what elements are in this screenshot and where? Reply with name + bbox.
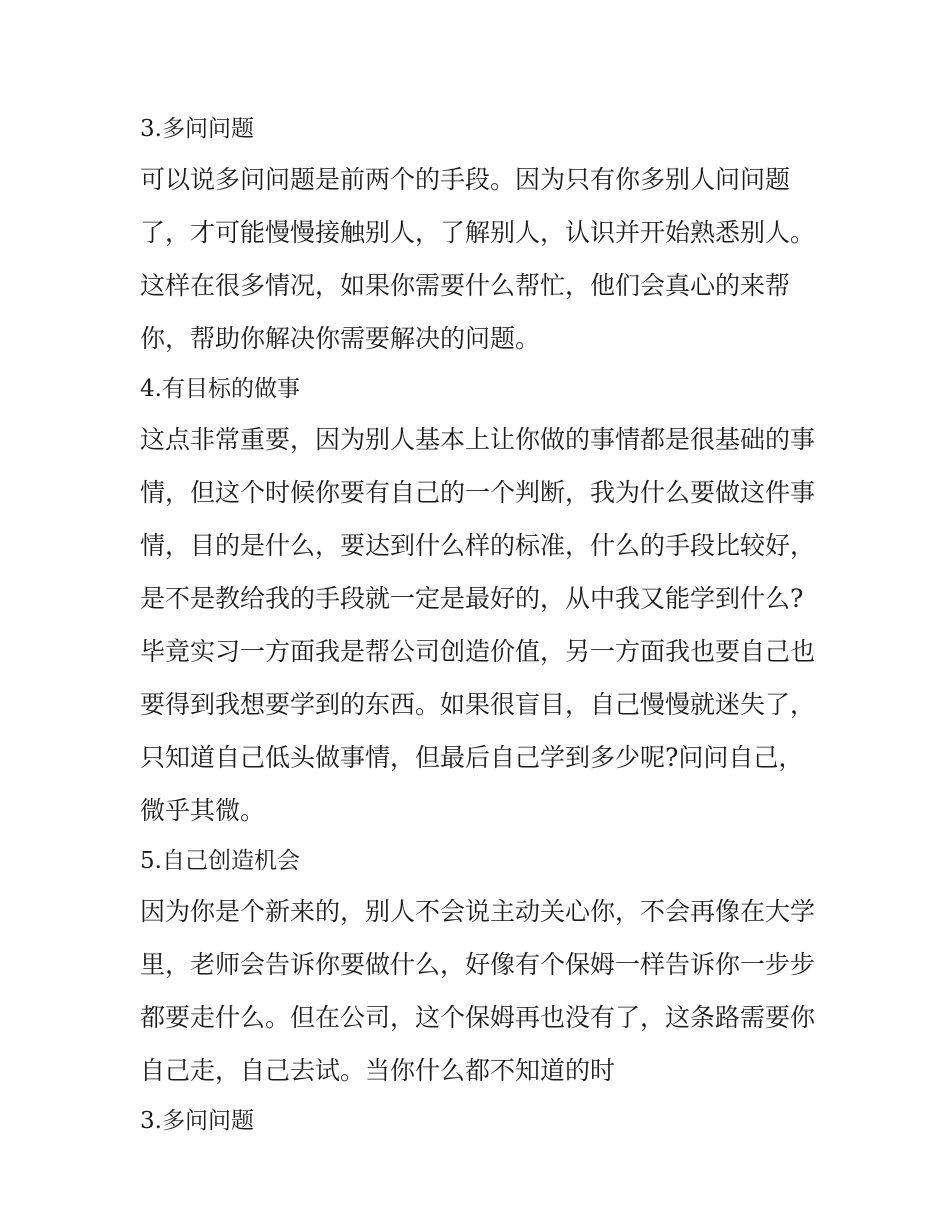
section-heading: 4.有目标的做事 xyxy=(140,376,300,402)
paragraph-line: 微乎其微。 xyxy=(140,796,266,825)
section xyxy=(140,837,820,1097)
paragraph-line: 都要走什么。但在公司，这个保姆再也没有了，这条路需要你 xyxy=(140,1003,816,1032)
section xyxy=(140,365,820,837)
paragraph-line: 这点非常重要，因为别人基本上让你做的事情都是很基础的事 xyxy=(140,425,816,454)
paragraph-line: 情，但这个时候你要有自己的一个判断，我为什么要做这件事 xyxy=(140,478,816,507)
paragraph-line: 这样在很多情况，如果你需要什么帮忙，他们会真心的来帮 xyxy=(140,271,791,300)
paragraph-line: 了，才可能慢慢接触别人，了解别人，认识并开始熟悉别人。 xyxy=(140,218,816,247)
paragraph-line: 里，老师会告诉你要做什么，好像有个保姆一样告诉你一步步 xyxy=(140,950,816,979)
paragraph-line: 只知道自己低头做事情，但最后自己学到多少呢?问问自己， xyxy=(140,743,804,772)
section-heading: 3.多问问题 xyxy=(140,1108,254,1134)
paragraph-line: 可以说多问问题是前两个的手段。因为只有你多别人问问题 xyxy=(140,165,791,194)
paragraph-line: 是不是教给我的手段就一定是最好的，从中我又能学到什么? xyxy=(140,584,804,613)
paragraph-line: 因为你是个新来的，别人不会说主动关心你，不会再像在大学 xyxy=(140,897,816,926)
paragraph-line: 你，帮助你解决你需要解决的问题。 xyxy=(140,324,541,353)
section xyxy=(140,1097,820,1145)
paragraph-line: 要得到我想要学到的东西。如果很盲目，自己慢慢就迷失了， xyxy=(140,690,816,719)
paragraph-line: 毕竟实习一方面我是帮公司创造价值，另一方面我也要自己也 xyxy=(140,637,816,666)
document-page xyxy=(140,105,820,1145)
paragraph-line: 情，目的是什么，要达到什么样的标准，什么的手段比较好， xyxy=(140,531,816,560)
section-heading: 5.自己创造机会 xyxy=(140,848,300,874)
paragraph-line: 自己走，自己去试。当你什么都不知道的时 xyxy=(140,1056,616,1085)
section-heading: 3.多问问题 xyxy=(140,116,254,142)
section xyxy=(140,105,820,365)
